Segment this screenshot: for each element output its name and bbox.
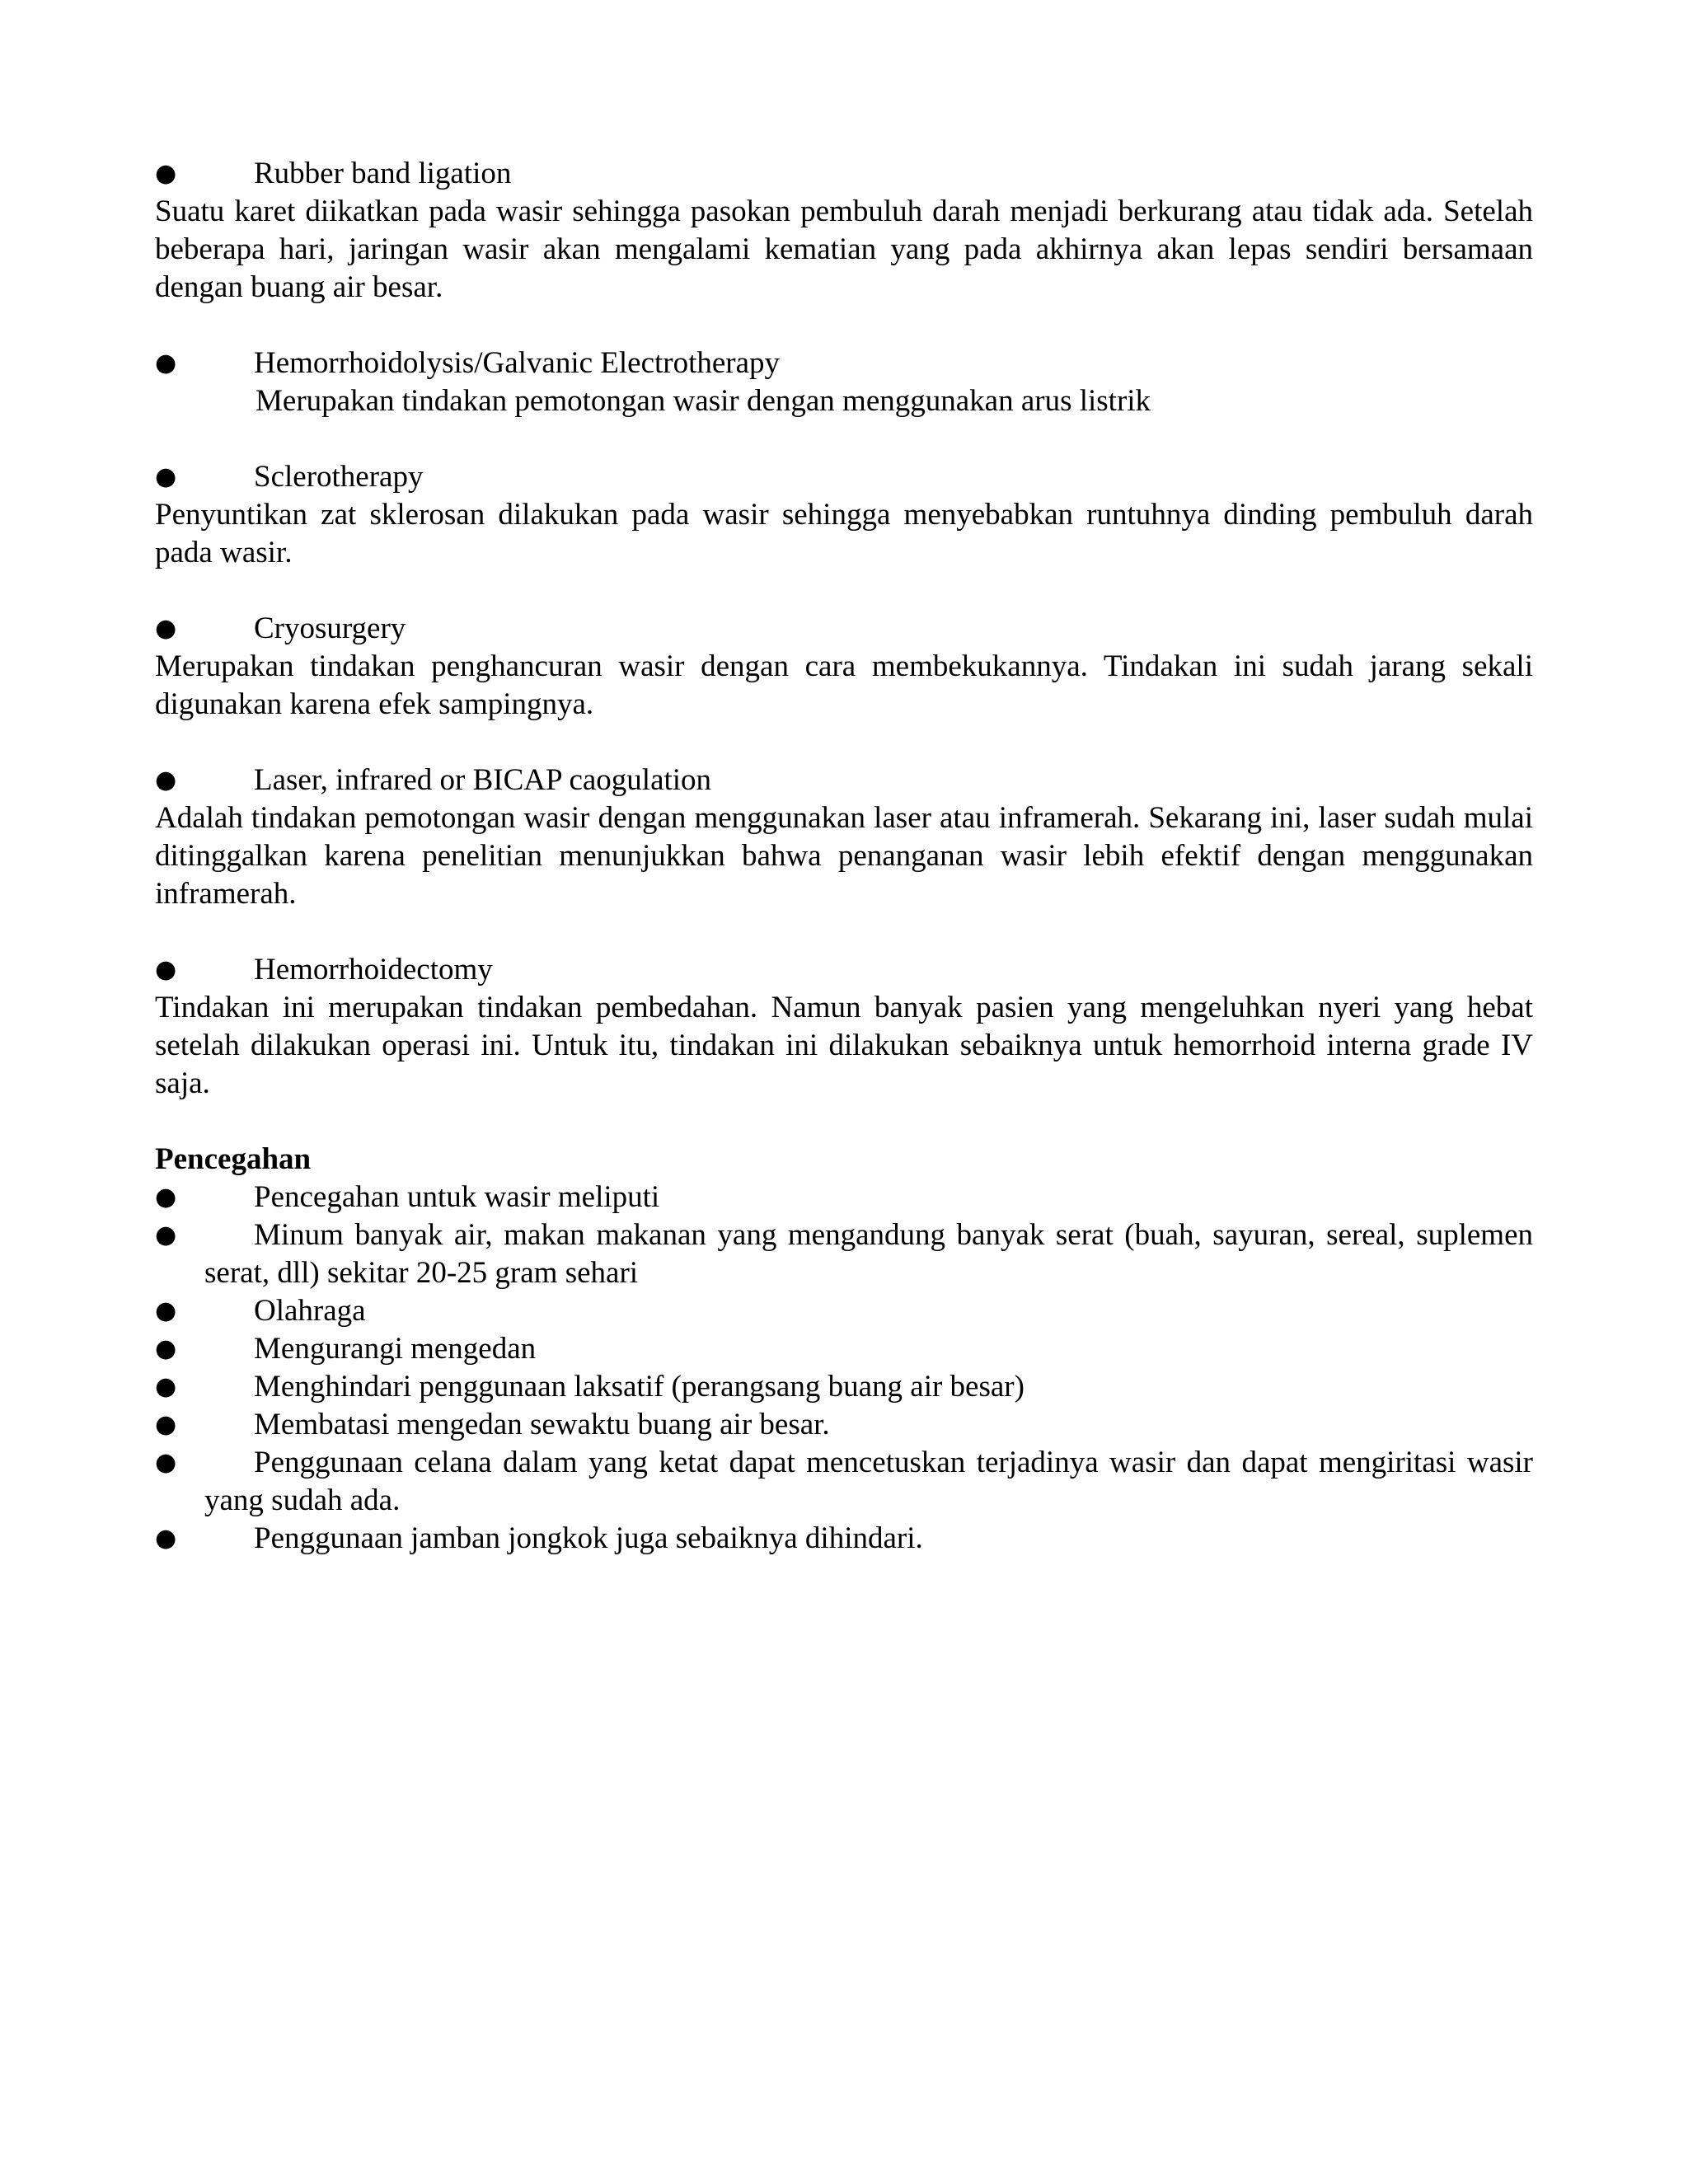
prevention-item [155, 1179, 1533, 1216]
treatment-description: Merupakan tindakan pemotongan wasir dengan menggunakan arus listrik [256, 384, 1151, 418]
treatment-heading-text: Sclerotherapy [254, 460, 424, 494]
bullet-icon: ● [155, 766, 177, 794]
prevention-item-text: Penggunaan celana dalam yang ketat dapat mencetuskan terjadinya wasir dan dapat mengiritasi wasir yang sudah ada. [204, 1446, 1533, 1517]
prevention-item [155, 1406, 1533, 1444]
prevention-list [155, 1179, 1533, 1558]
bullet-icon: ● [155, 349, 177, 377]
treatment-heading [155, 762, 1533, 799]
bullet-icon: ● [155, 1183, 177, 1212]
prevention-title: Pencegahan [155, 1142, 312, 1176]
spacer [155, 724, 1533, 762]
prevention-item [155, 1444, 1533, 1520]
bullet-icon: ● [155, 1524, 177, 1553]
treatment-description: Merupakan tindakan penghancuran wasir dengan cara membekukannya. Tindakan ini sudah jarang sekali digunakan karena efek sampingnya. [155, 649, 1533, 721]
bullet-icon: ● [155, 1448, 177, 1477]
bullet-icon: ● [155, 1334, 177, 1363]
treatment-description: Penyuntikan zat sklerosan dilakukan pada wasir sehingga menyebabkan runtuhnya dinding pembuluh darah pada wasir. [155, 498, 1533, 569]
prevention-item [155, 1216, 1533, 1292]
spacer [155, 420, 1533, 458]
treatment-heading [155, 951, 1533, 989]
bullet-icon: ● [155, 159, 177, 188]
prevention-item-text: Minum banyak air, makan makanan yang mengandung banyak serat (buah, sayuran, sereal, suplemen serat, dll) sekitar 20-25 gram sehari [204, 1218, 1533, 1290]
treatment-heading [155, 155, 1533, 193]
prevention-item-text: Menghindari penggunaan laksatif (perangsang buang air besar) [254, 1370, 1025, 1404]
prevention-item-text: Pencegahan untuk wasir meliputi [254, 1180, 660, 1214]
spacer [155, 913, 1533, 951]
bullet-icon: ● [155, 614, 177, 643]
prevention-item [155, 1368, 1533, 1406]
treatment-heading-text: Hemorrhoidolysis/Galvanic Electrotherapy [254, 346, 781, 380]
treatment-heading [155, 458, 1533, 496]
prevention-item [155, 1520, 1533, 1558]
bullet-icon: ● [155, 462, 177, 491]
treatment-heading [155, 610, 1533, 648]
treatment-description: Adalah tindakan pemotongan wasir dengan menggunakan laser atau inframerah. Sekarang ini, laser sudah mulai ditinggalkan karena penelitian menunjukkan bahwa penanganan wasir lebih efektif dengan menggunakan inframerah. [155, 801, 1533, 911]
treatment-heading-text: Hemorrhoidectomy [254, 953, 493, 987]
treatment-description: Tindakan ini merupakan tindakan pembedahan. Namun banyak pasien yang mengeluhkan nyeri yang hebat setelah dilakukan operasi ini. Untuk itu, tindakan ini dilakukan sebaiknya untuk hemorrhoid interna grade IV saja. [155, 991, 1533, 1100]
treatment-heading [155, 344, 1533, 382]
bullet-icon: ● [155, 1221, 177, 1249]
treatment-description: Suatu karet diikatkan pada wasir sehingga pasokan pembuluh darah menjadi berkurang atau tidak ada. Setelah beberapa hari, jaringan wasir akan mengalami kematian yang pada akhirnya akan lepas sendiri bersamaan dengan buang air besar. [155, 194, 1533, 304]
bullet-icon: ● [155, 955, 177, 984]
prevention-item-text: Olahraga [254, 1294, 366, 1328]
document-content [155, 155, 1533, 1558]
spacer [155, 1103, 1533, 1141]
treatment-heading-text: Cryosurgery [254, 612, 406, 645]
prevention-item-text: Membatasi mengedan sewaktu buang air besar. [254, 1408, 830, 1441]
prevention-item-text: Penggunaan jamban jongkok juga sebaiknya dihindari. [254, 1521, 923, 1555]
prevention-item-text: Mengurangi mengedan [254, 1332, 537, 1366]
prevention-item [155, 1330, 1533, 1368]
prevention-item [155, 1292, 1533, 1330]
spacer [155, 572, 1533, 610]
bullet-icon: ● [155, 1410, 177, 1439]
bullet-icon: ● [155, 1372, 177, 1401]
treatment-heading-text: Laser, infrared or BICAP caogulation [254, 763, 712, 797]
treatment-heading-text: Rubber band ligation [254, 157, 512, 190]
spacer [155, 307, 1533, 344]
bullet-icon: ● [155, 1296, 177, 1325]
